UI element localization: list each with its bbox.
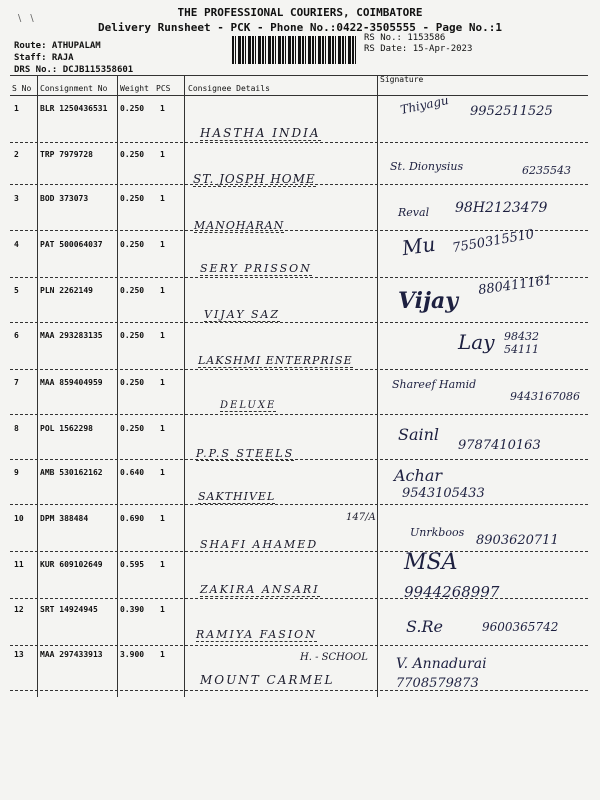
row-divider <box>10 690 588 691</box>
row-divider <box>10 369 588 370</box>
row-pcs: 1 <box>160 560 165 569</box>
row-pcs: 1 <box>160 331 165 340</box>
row-weight: 0.390 <box>120 605 145 614</box>
row-weight: 0.250 <box>120 331 145 340</box>
row-pcs: 1 <box>160 240 165 249</box>
row-sno: 2 <box>14 150 19 159</box>
signature-name: Vijay <box>398 288 459 314</box>
row-sno: 3 <box>14 194 19 203</box>
row-weight: 0.250 <box>120 424 145 433</box>
row-consignment: MAA 859404959 <box>40 378 103 387</box>
signature-name: Shareef Hamid <box>392 378 477 391</box>
row-sno: 6 <box>14 331 19 340</box>
col-pcs: PCS <box>156 84 171 93</box>
row-sno: 11 <box>14 560 24 569</box>
company-title: THE PROFESSIONAL COURIERS, COIMBATORE <box>177 6 423 19</box>
row-divider <box>10 142 588 143</box>
signature-phone: 9787410163 <box>458 438 541 453</box>
signature-name: Unrkboos <box>410 526 465 539</box>
barcode <box>232 36 356 64</box>
row-consignment: MAA 293283135 <box>40 331 103 340</box>
row-divider <box>10 322 588 323</box>
signature-phone: 9443167086 <box>510 390 580 403</box>
row-consignee: ZAKIRA ANSARI <box>200 583 320 596</box>
row-divider <box>10 551 588 552</box>
row-consignee: DELUXE <box>220 400 277 411</box>
signature-phone: 7550315510 <box>451 226 536 257</box>
row-weight: 0.250 <box>120 104 145 113</box>
row-consignee: LAKSHMI ENTERPRISE <box>198 354 353 367</box>
row-consignee: HASTHA INDIA <box>200 126 321 140</box>
row-pcs: 1 <box>160 424 165 433</box>
signature-phone: 9952511525 <box>470 104 553 119</box>
row-sno: 13 <box>14 650 24 659</box>
row-pcs: 1 <box>160 104 165 113</box>
row-weight: 0.640 <box>120 468 145 477</box>
signature-phone: 9944268997 <box>404 583 500 601</box>
signature-name: V. Annadurai <box>396 656 487 672</box>
row-divider <box>10 277 588 278</box>
staff: Staff: RAJA <box>14 53 74 63</box>
row-consignment: MAA 297433913 <box>40 650 103 659</box>
col-sno: S No <box>12 84 32 93</box>
col-divider <box>37 75 38 697</box>
row-weight: 0.250 <box>120 150 145 159</box>
staple-mark-icon: ∖ ∖ <box>16 14 35 25</box>
signature-name: Lay <box>458 330 495 354</box>
row-pcs: 1 <box>160 514 165 523</box>
row-consignee: RAMIYA FASION <box>196 628 317 641</box>
drs-number: DRS No.: DCJB115358601 <box>14 65 134 75</box>
route: Route: ATHUPALAM <box>14 41 101 51</box>
row-consignment: DPM 388484 <box>40 514 89 523</box>
col-consignment: Consignment No <box>40 84 108 93</box>
signature-phone: 7708579873 <box>396 676 479 691</box>
signature-name: Thiyagu <box>399 93 450 117</box>
col-signature: Signature <box>380 75 424 84</box>
row-consignee: ST. JOSPH HOME <box>193 172 316 186</box>
signature-name: MSA <box>404 550 458 575</box>
row-consignee: P.P.S STEELS <box>196 447 295 460</box>
row-weight: 0.250 <box>120 378 145 387</box>
row-pcs: 1 <box>160 194 165 203</box>
row-sno: 4 <box>14 240 19 249</box>
row-consignee: SHAFI AHAMED <box>200 538 319 551</box>
row-divider <box>10 459 588 460</box>
row-pcs: 1 <box>160 378 165 387</box>
row-sno: 5 <box>14 286 19 295</box>
row-weight: 0.250 <box>120 240 145 249</box>
signature-name: Achar <box>394 466 443 485</box>
row-consignment: TRP 7979728 <box>40 150 93 159</box>
row-consignment: SRT 14924945 <box>40 605 98 614</box>
row-divider <box>10 598 588 599</box>
row-consignee-note: H. - SCHOOL <box>300 652 368 663</box>
runsheet-title: Delivery Runsheet - PCK - Phone No.:0422-3505555 - Page No.:1 <box>98 21 502 34</box>
row-pcs: 1 <box>160 286 165 295</box>
row-divider <box>10 414 588 415</box>
row-consignment: PLN 2262149 <box>40 286 93 295</box>
row-consignment: BLR 1250436531 <box>40 104 108 113</box>
signature-phone: 9600365742 <box>482 620 559 634</box>
col-divider <box>377 75 378 697</box>
row-pcs: 1 <box>160 650 165 659</box>
col-consignee: Consignee Details <box>188 84 270 93</box>
row-divider <box>10 645 588 646</box>
table-top-rule <box>10 75 588 76</box>
table-head-rule <box>10 95 588 96</box>
row-weight: 0.250 <box>120 194 145 203</box>
row-weight: 0.595 <box>120 560 145 569</box>
row-consignment: BOD 373073 <box>40 194 89 203</box>
col-divider <box>184 75 185 697</box>
rs-number: RS No.: 1153586 <box>364 33 446 43</box>
row-divider <box>10 230 588 231</box>
row-consignee-note: 147/A <box>346 512 376 523</box>
row-sno: 12 <box>14 605 24 614</box>
row-pcs: 1 <box>160 468 165 477</box>
signature-phone: 98432 54111 <box>504 330 539 356</box>
signature-phone: 9543105433 <box>402 486 485 501</box>
signature-phone: 880411161 <box>477 272 554 299</box>
row-pcs: 1 <box>160 605 165 614</box>
row-sno: 8 <box>14 424 19 433</box>
row-divider <box>10 504 588 505</box>
row-sno: 7 <box>14 378 19 387</box>
signature-name: S.Re <box>406 617 443 636</box>
signature-name: Mu <box>400 231 437 261</box>
row-consignee: SAKTHIVEL <box>198 490 276 503</box>
signature-phone: 6235543 <box>522 164 571 177</box>
rs-date: RS Date: 15-Apr-2023 <box>364 44 473 54</box>
row-divider <box>10 184 588 185</box>
row-sno: 9 <box>14 468 19 477</box>
row-weight: 0.250 <box>120 286 145 295</box>
signature-phone: 98H2123479 <box>455 200 548 216</box>
col-divider <box>117 75 118 697</box>
signature-phone: 8903620711 <box>476 533 559 548</box>
col-weight: Weight <box>120 84 149 93</box>
row-weight: 0.690 <box>120 514 145 523</box>
signature-name: Sainl <box>398 425 440 444</box>
row-consignment: KUR 609102649 <box>40 560 103 569</box>
row-consignee: MANOHARAN <box>194 219 285 232</box>
row-sno: 10 <box>14 514 24 523</box>
row-consignment: AMB 530162162 <box>40 468 103 477</box>
row-consignee: SERY PRISSON <box>200 262 312 275</box>
signature-name: St. Dionysius <box>390 160 464 173</box>
row-pcs: 1 <box>160 150 165 159</box>
row-consignment: PAT 500064037 <box>40 240 103 249</box>
row-consignee: MOUNT CARMEL <box>200 673 335 687</box>
row-consignment: POL 1562298 <box>40 424 93 433</box>
row-consignee: VIJAY SAZ <box>204 308 281 321</box>
row-weight: 3.900 <box>120 650 145 659</box>
signature-name: Reval <box>398 206 430 219</box>
row-sno: 1 <box>14 104 19 113</box>
